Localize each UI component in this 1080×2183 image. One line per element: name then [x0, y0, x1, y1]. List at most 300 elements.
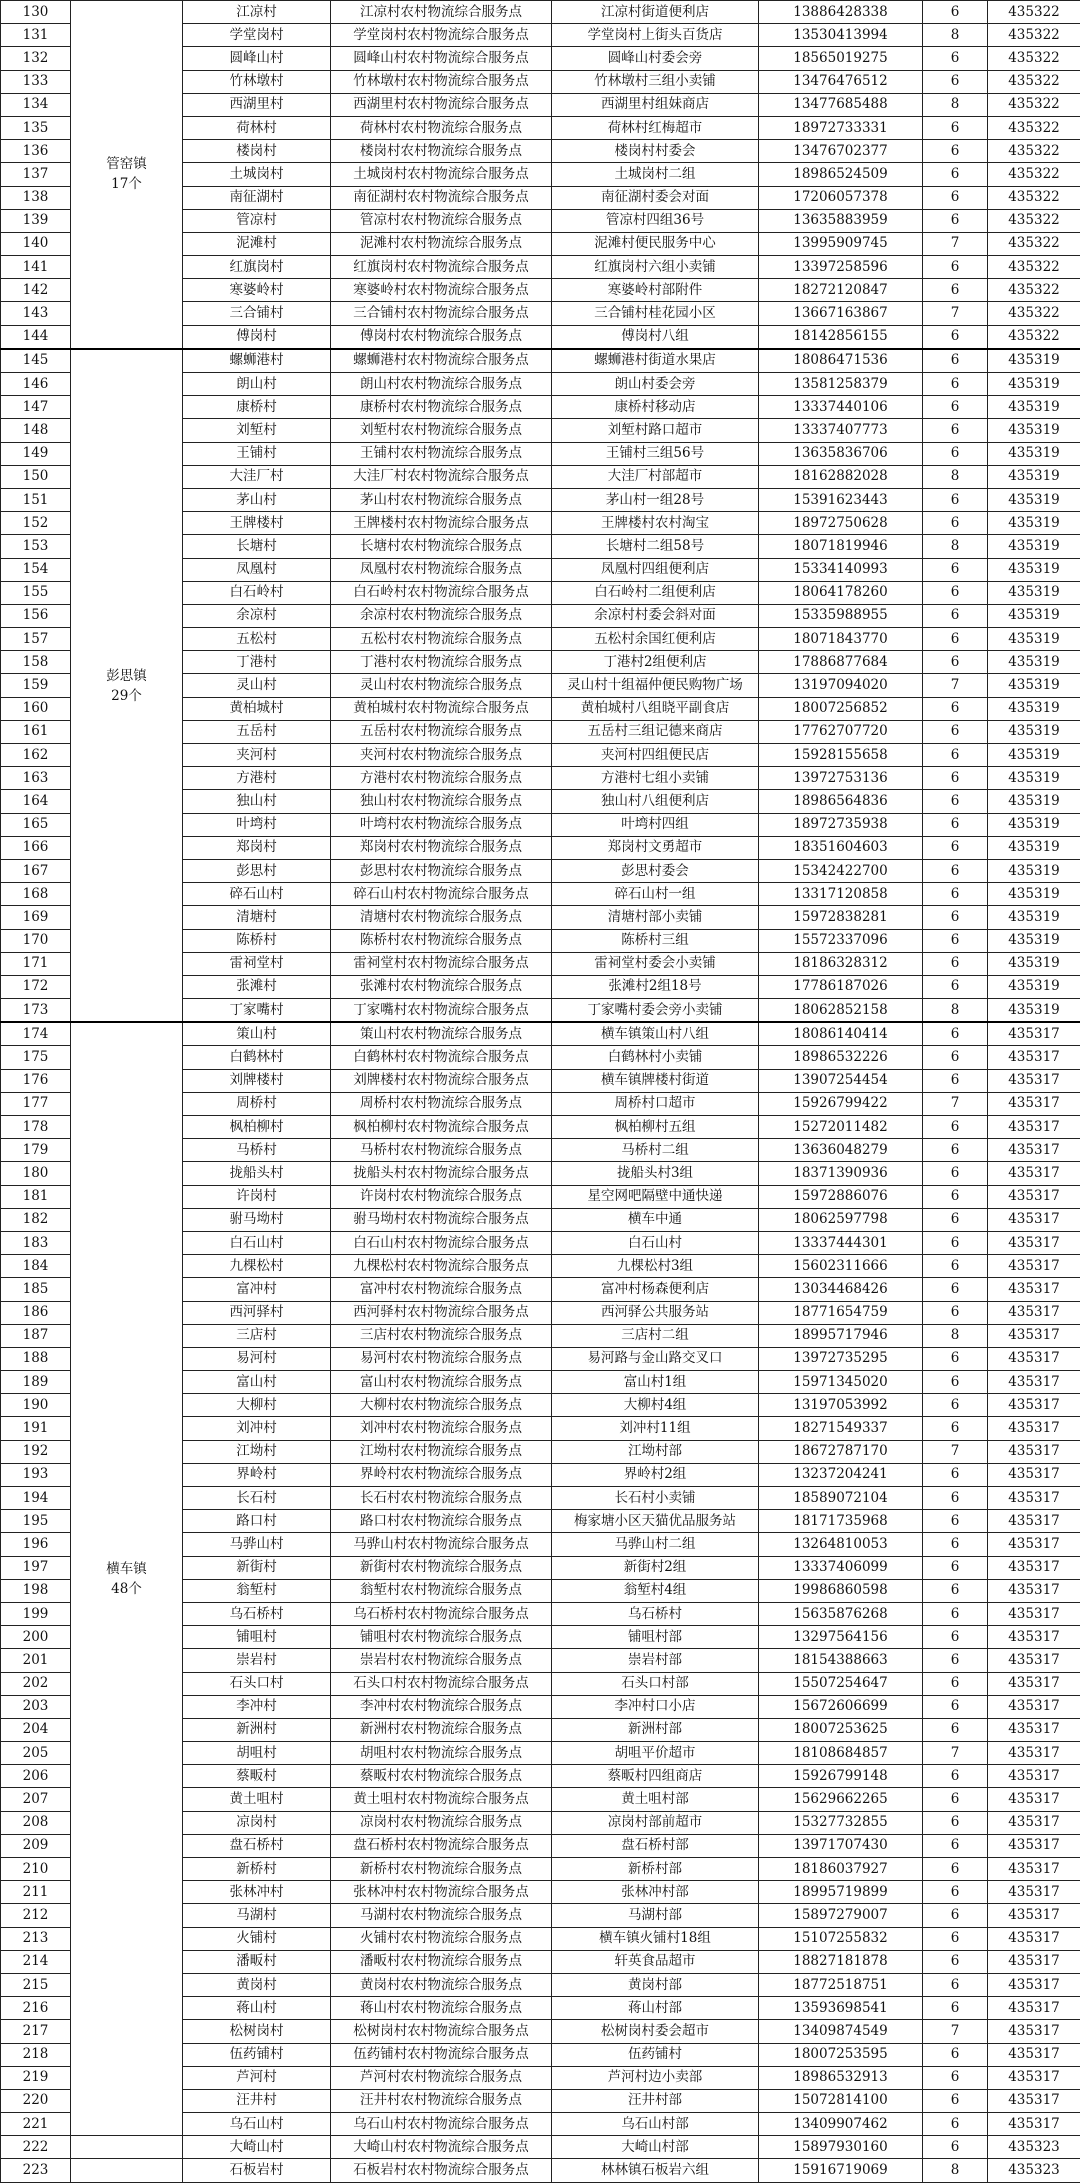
address: 五松村余国红便利店: [552, 628, 759, 651]
village-name: 马骅山村: [183, 1533, 331, 1556]
postal-code: 435317: [988, 1672, 1080, 1695]
service-point-name: 马湖村农村物流综合服务点: [331, 1904, 552, 1927]
type-code: 6: [923, 1510, 988, 1533]
phone: 18772518751: [759, 1973, 923, 1996]
address: 汪井村部: [552, 2089, 759, 2112]
postal-code: 435317: [988, 2089, 1080, 2112]
address: 乌石山村部: [552, 2113, 759, 2136]
type-code: 6: [923, 349, 988, 373]
postal-code: 435319: [988, 651, 1080, 674]
village-name: 螺蛳港村: [183, 349, 331, 373]
service-point-name: 富山村农村物流综合服务点: [331, 1371, 552, 1394]
village-name: 乌石桥村: [183, 1602, 331, 1625]
postal-code: 435317: [988, 1533, 1080, 1556]
postal-code: 435319: [988, 604, 1080, 627]
phone: 18995719899: [759, 1881, 923, 1904]
row-number: 199: [1, 1602, 71, 1625]
type-code: 6: [923, 1834, 988, 1857]
address: 圆峰山村委会旁: [552, 47, 759, 70]
phone: 18272120847: [759, 279, 923, 302]
service-point-name: 红旗岗村农村物流综合服务点: [331, 256, 552, 279]
service-point-name: 管凉村农村物流综合服务点: [331, 209, 552, 232]
type-code: 6: [923, 419, 988, 442]
row-number: 168: [1, 883, 71, 906]
postal-code: 435319: [988, 396, 1080, 419]
postal-code: 435317: [988, 1394, 1080, 1417]
service-point-name: 枫柏柳村农村物流综合服务点: [331, 1116, 552, 1139]
address: 陈桥村三组: [552, 929, 759, 952]
village-name: 陈桥村: [183, 929, 331, 952]
village-name: 夹河村: [183, 744, 331, 767]
service-point-name: 周桥村农村物流综合服务点: [331, 1092, 552, 1115]
postal-code: 435317: [988, 1324, 1080, 1347]
postal-code: 435317: [988, 1881, 1080, 1904]
postal-code: 435317: [988, 1626, 1080, 1649]
type-code: 6: [923, 720, 988, 743]
village-name: 盘石桥村: [183, 1834, 331, 1857]
village-name: 泥滩村: [183, 232, 331, 255]
town-name: 管窑镇: [71, 154, 182, 174]
type-code: 6: [923, 1950, 988, 1973]
address: 茅山村一组28号: [552, 488, 759, 511]
type-code: 6: [923, 581, 988, 604]
row-number: 183: [1, 1231, 71, 1254]
postal-code: 435322: [988, 209, 1080, 232]
type-code: 6: [923, 1231, 988, 1254]
address: 易河路与金山路交叉口: [552, 1347, 759, 1370]
postal-code: 435317: [988, 1487, 1080, 1510]
row-number: 162: [1, 744, 71, 767]
postal-code: 435317: [988, 1973, 1080, 1996]
service-point-name: 王铺村农村物流综合服务点: [331, 442, 552, 465]
postal-code: 435317: [988, 1602, 1080, 1625]
address: 五岳村三组记德来商店: [552, 720, 759, 743]
postal-code: 435317: [988, 1765, 1080, 1788]
village-name: 黄岗村: [183, 1973, 331, 1996]
service-point-name: 界岭村农村物流综合服务点: [331, 1463, 552, 1486]
postal-code: 435317: [988, 1556, 1080, 1579]
address: 崇岩村部: [552, 1649, 759, 1672]
postal-code: 435317: [988, 2020, 1080, 2043]
phone: 18972733331: [759, 116, 923, 139]
type-code: 6: [923, 2089, 988, 2112]
address: 长塘村二组58号: [552, 535, 759, 558]
address: 马骅山村二组: [552, 1533, 759, 1556]
service-point-name: 潘畈村农村物流综合服务点: [331, 1950, 552, 1973]
village-name: 新桥村: [183, 1858, 331, 1881]
postal-code: 435317: [988, 1347, 1080, 1370]
village-name: 朗山村: [183, 373, 331, 396]
village-name: 九棵松村: [183, 1255, 331, 1278]
postal-code: 435322: [988, 325, 1080, 349]
phone: 18062597798: [759, 1208, 923, 1231]
type-code: 6: [923, 1649, 988, 1672]
postal-code: 435319: [988, 744, 1080, 767]
phone: 18271549337: [759, 1417, 923, 1440]
address: 叶塆村四组: [552, 813, 759, 836]
row-number: 196: [1, 1533, 71, 1556]
service-point-name: 独山村农村物流综合服务点: [331, 790, 552, 813]
row-number: 155: [1, 581, 71, 604]
phone: 17786187026: [759, 975, 923, 998]
row-number: 193: [1, 1463, 71, 1486]
postal-code: 435317: [988, 2043, 1080, 2066]
row-number: 169: [1, 906, 71, 929]
type-code: 6: [923, 1997, 988, 2020]
type-code: 6: [923, 2113, 988, 2136]
town-cell: [71, 1, 183, 349]
phone: 13972753136: [759, 767, 923, 790]
service-point-name: 火铺村农村物流综合服务点: [331, 1927, 552, 1950]
row-number: 131: [1, 24, 71, 47]
service-point-name: 新街村农村物流综合服务点: [331, 1556, 552, 1579]
address: 西河驿公共服务站: [552, 1301, 759, 1324]
service-point-name: 凉岗村农村物流综合服务点: [331, 1811, 552, 1834]
row-number: 222: [1, 2136, 71, 2159]
service-point-name: 石头口村农村物流综合服务点: [331, 1672, 552, 1695]
phone: 13971707430: [759, 1834, 923, 1857]
postal-code: 435323: [988, 2159, 1080, 2182]
type-code: 6: [923, 1394, 988, 1417]
address: 三合铺村桂花园小区: [552, 302, 759, 325]
postal-code: 435319: [988, 581, 1080, 604]
postal-code: 435319: [988, 442, 1080, 465]
village-name: 圆峰山村: [183, 47, 331, 70]
row-number: 172: [1, 975, 71, 998]
village-name: 策山村: [183, 1022, 331, 1046]
village-name: 管凉村: [183, 209, 331, 232]
phone: 13907254454: [759, 1069, 923, 1092]
address: 朗山村委会旁: [552, 373, 759, 396]
row-number: 144: [1, 325, 71, 349]
row-number: 167: [1, 859, 71, 882]
address: 三店村二组: [552, 1324, 759, 1347]
postal-code: 435319: [988, 975, 1080, 998]
service-point-name: 刘堑村农村物流综合服务点: [331, 419, 552, 442]
type-code: 6: [923, 1858, 988, 1881]
village-name: 许岗村: [183, 1185, 331, 1208]
service-point-name: 石板岩村农村物流综合服务点: [331, 2159, 552, 2182]
address: 灵山村十组福仲便民购物广场: [552, 674, 759, 697]
row-number: 147: [1, 396, 71, 419]
service-point-name: 李冲村农村物流综合服务点: [331, 1695, 552, 1718]
postal-code: 435323: [988, 2136, 1080, 2159]
type-code: 7: [923, 1742, 988, 1765]
address: 伍药铺村: [552, 2043, 759, 2066]
phone: 15602311666: [759, 1255, 923, 1278]
village-name: 富山村: [183, 1371, 331, 1394]
address: 方港村七组小卖铺: [552, 767, 759, 790]
village-name: 新洲村: [183, 1718, 331, 1741]
service-point-name: 丁港村农村物流综合服务点: [331, 651, 552, 674]
row-number: 201: [1, 1649, 71, 1672]
type-code: 6: [923, 1463, 988, 1486]
service-point-name: 盘石桥村农村物流综合服务点: [331, 1834, 552, 1857]
phone: 15897279007: [759, 1904, 923, 1927]
address: 星空网吧隔壁中通快递: [552, 1185, 759, 1208]
village-name: 王铺村: [183, 442, 331, 465]
postal-code: 435319: [988, 465, 1080, 488]
row-number: 134: [1, 93, 71, 116]
row-number: 137: [1, 163, 71, 186]
service-point-name: 楼岗村农村物流综合服务点: [331, 140, 552, 163]
phone: 15972886076: [759, 1185, 923, 1208]
phone: 15971345020: [759, 1371, 923, 1394]
row-number: 208: [1, 1811, 71, 1834]
postal-code: 435322: [988, 140, 1080, 163]
service-point-name: 叶塆村农村物流综合服务点: [331, 813, 552, 836]
postal-code: 435319: [988, 836, 1080, 859]
service-point-name: 清塘村农村物流综合服务点: [331, 906, 552, 929]
row-number: 173: [1, 999, 71, 1023]
type-code: 6: [923, 1046, 988, 1069]
village-name: 石板岩村: [183, 2159, 331, 2182]
phone: 15635876268: [759, 1602, 923, 1625]
postal-code: 435319: [988, 558, 1080, 581]
row-number: 178: [1, 1116, 71, 1139]
address: 土城岗村二组: [552, 163, 759, 186]
type-code: 6: [923, 1672, 988, 1695]
type-code: 7: [923, 674, 988, 697]
address: 南征湖村委会对面: [552, 186, 759, 209]
phone: 17886877684: [759, 651, 923, 674]
type-code: 6: [923, 1904, 988, 1927]
phone: 18108684857: [759, 1742, 923, 1765]
postal-code: 435319: [988, 767, 1080, 790]
phone: 18007256852: [759, 697, 923, 720]
row-number: 195: [1, 1510, 71, 1533]
type-code: 6: [923, 859, 988, 882]
village-name: 独山村: [183, 790, 331, 813]
postal-code: 435322: [988, 70, 1080, 93]
type-code: 8: [923, 1324, 988, 1347]
address: 李冲村口小店: [552, 1695, 759, 1718]
type-code: 6: [923, 140, 988, 163]
service-point-name: 西湖里村农村物流综合服务点: [331, 93, 552, 116]
row-number: 165: [1, 813, 71, 836]
row-number: 150: [1, 465, 71, 488]
address: 胡咀平价超市: [552, 1742, 759, 1765]
village-name: 黄柏城村: [183, 697, 331, 720]
village-name: 拢船头村: [183, 1162, 331, 1185]
village-name: 学堂岗村: [183, 24, 331, 47]
village-name: 汪井村: [183, 2089, 331, 2112]
type-code: 6: [923, 1881, 988, 1904]
service-point-name: 彭思村农村物流综合服务点: [331, 859, 552, 882]
address: 雷祠堂村委会小卖铺: [552, 952, 759, 975]
village-name: 芦河村: [183, 2066, 331, 2089]
village-name: 伍药铺村: [183, 2043, 331, 2066]
phone: 15342422700: [759, 859, 923, 882]
village-name: 路口村: [183, 1510, 331, 1533]
address: 大洼厂村部超市: [552, 465, 759, 488]
phone: 18351604603: [759, 836, 923, 859]
address: 横车镇策山村八组: [552, 1022, 759, 1046]
phone: 13635836706: [759, 442, 923, 465]
address: 康桥村移动店: [552, 396, 759, 419]
phone: 13530413994: [759, 24, 923, 47]
table-row: [1, 349, 1080, 373]
row-number: 211: [1, 1881, 71, 1904]
address: 蒋山村部: [552, 1997, 759, 2020]
postal-code: 435317: [988, 1185, 1080, 1208]
service-point-name: 长石村农村物流综合服务点: [331, 1487, 552, 1510]
service-point-name: 夹河村农村物流综合服务点: [331, 744, 552, 767]
type-code: 6: [923, 209, 988, 232]
postal-code: 435317: [988, 1440, 1080, 1463]
row-number: 186: [1, 1301, 71, 1324]
postal-code: 435317: [988, 1858, 1080, 1881]
phone: 15916719069: [759, 2159, 923, 2182]
type-code: 6: [923, 767, 988, 790]
type-code: 8: [923, 93, 988, 116]
row-number: 170: [1, 929, 71, 952]
village-name: 南征湖村: [183, 186, 331, 209]
type-code: 8: [923, 2159, 988, 2182]
address: 松树岗村委会超市: [552, 2020, 759, 2043]
row-number: 181: [1, 1185, 71, 1208]
postal-code: 435319: [988, 813, 1080, 836]
village-name: 驸马坳村: [183, 1208, 331, 1231]
village-name: 西湖里村: [183, 93, 331, 116]
village-name: 楼岗村: [183, 140, 331, 163]
type-code: 6: [923, 1278, 988, 1301]
row-number: 191: [1, 1417, 71, 1440]
type-code: 6: [923, 2066, 988, 2089]
phone: 13337406099: [759, 1556, 923, 1579]
row-number: 163: [1, 767, 71, 790]
row-number: 171: [1, 952, 71, 975]
village-name: 荷林村: [183, 116, 331, 139]
type-code: 6: [923, 1, 988, 24]
phone: 18972735938: [759, 813, 923, 836]
phone: 15897930160: [759, 2136, 923, 2159]
service-point-name: 学堂岗村农村物流综合服务点: [331, 24, 552, 47]
row-number: 219: [1, 2066, 71, 2089]
village-name: 刘冲村: [183, 1417, 331, 1440]
village-name: 火铺村: [183, 1927, 331, 1950]
row-number: 166: [1, 836, 71, 859]
town-cell-empty: [71, 2159, 183, 2182]
address: 新街村2组: [552, 1556, 759, 1579]
village-name: 江凉村: [183, 1, 331, 24]
type-code: 6: [923, 70, 988, 93]
village-name: 张林冲村: [183, 1881, 331, 1904]
service-point-name: 许岗村农村物流综合服务点: [331, 1185, 552, 1208]
address: 傅岗村八组: [552, 325, 759, 349]
service-point-name: 张滩村农村物流综合服务点: [331, 975, 552, 998]
service-point-name: 五松村农村物流综合服务点: [331, 628, 552, 651]
row-number: 130: [1, 1, 71, 24]
row-number: 161: [1, 720, 71, 743]
phone: 13317120858: [759, 883, 923, 906]
address: 拢船头村3组: [552, 1162, 759, 1185]
address: 刘堑村路口超市: [552, 419, 759, 442]
postal-code: 435317: [988, 2113, 1080, 2136]
village-name: 乌石山村: [183, 2113, 331, 2136]
phone: 18589072104: [759, 1487, 923, 1510]
address: 轩英食品超市: [552, 1950, 759, 1973]
phone: 18071843770: [759, 628, 923, 651]
postal-code: 435317: [988, 1788, 1080, 1811]
village-name: 王牌楼村: [183, 512, 331, 535]
postal-code: 435317: [988, 2066, 1080, 2089]
phone: 13409874549: [759, 2020, 923, 2043]
village-name: 五松村: [183, 628, 331, 651]
address: 横车镇火铺村18组: [552, 1927, 759, 1950]
address: 黄柏城村八组晓平副食店: [552, 697, 759, 720]
type-code: 6: [923, 2136, 988, 2159]
address: 江坳村部: [552, 1440, 759, 1463]
address: 张林冲村部: [552, 1881, 759, 1904]
row-number: 192: [1, 1440, 71, 1463]
address: 盘石桥村部: [552, 1834, 759, 1857]
phone: 18086140414: [759, 1022, 923, 1046]
row-number: 213: [1, 1927, 71, 1950]
service-point-name: 土城岗村农村物流综合服务点: [331, 163, 552, 186]
village-name: 彭思村: [183, 859, 331, 882]
village-name: 郑岗村: [183, 836, 331, 859]
address: 凤凰村四组便利店: [552, 558, 759, 581]
service-point-name: 易河村农村物流综合服务点: [331, 1347, 552, 1370]
service-point-name: 碎石山村农村物流综合服务点: [331, 883, 552, 906]
type-code: 6: [923, 906, 988, 929]
type-code: 8: [923, 999, 988, 1023]
village-name: 石头口村: [183, 1672, 331, 1695]
address: 马湖村部: [552, 1904, 759, 1927]
address: 枫柏柳村五组: [552, 1116, 759, 1139]
phone: 13337444301: [759, 1231, 923, 1254]
type-code: 6: [923, 512, 988, 535]
service-point-name: 崇岩村农村物流综合服务点: [331, 1649, 552, 1672]
town-cell: [71, 349, 183, 1022]
phone: 17206057378: [759, 186, 923, 209]
phone: 18186037927: [759, 1858, 923, 1881]
type-code: 8: [923, 24, 988, 47]
row-number: 182: [1, 1208, 71, 1231]
service-point-name: 陈桥村农村物流综合服务点: [331, 929, 552, 952]
row-number: 141: [1, 256, 71, 279]
type-code: 6: [923, 488, 988, 511]
village-name: 界岭村: [183, 1463, 331, 1486]
type-code: 6: [923, 256, 988, 279]
service-point-name: 铺咀村农村物流综合服务点: [331, 1626, 552, 1649]
postal-code: 435319: [988, 999, 1080, 1023]
village-name: 灵山村: [183, 674, 331, 697]
table-row: [1, 2159, 1080, 2182]
postal-code: 435322: [988, 256, 1080, 279]
phone: 13886428338: [759, 1, 923, 24]
type-code: 6: [923, 1556, 988, 1579]
service-point-name: 三合铺村农村物流综合服务点: [331, 302, 552, 325]
village-name: 长塘村: [183, 535, 331, 558]
type-code: 6: [923, 1347, 988, 1370]
phone: 18142856155: [759, 325, 923, 349]
village-name: 马桥村: [183, 1139, 331, 1162]
row-number: 220: [1, 2089, 71, 2112]
phone: 13264810053: [759, 1533, 923, 1556]
village-name: 崇岩村: [183, 1649, 331, 1672]
postal-code: 435319: [988, 512, 1080, 535]
address: 独山村八组便利店: [552, 790, 759, 813]
service-point-name: 芦河村农村物流综合服务点: [331, 2066, 552, 2089]
service-point-name: 方港村农村物流综合服务点: [331, 767, 552, 790]
type-code: 6: [923, 1718, 988, 1741]
phone: 13635883959: [759, 209, 923, 232]
address: 江凉村街道便利店: [552, 1, 759, 24]
postal-code: 435319: [988, 373, 1080, 396]
row-number: 205: [1, 1742, 71, 1765]
